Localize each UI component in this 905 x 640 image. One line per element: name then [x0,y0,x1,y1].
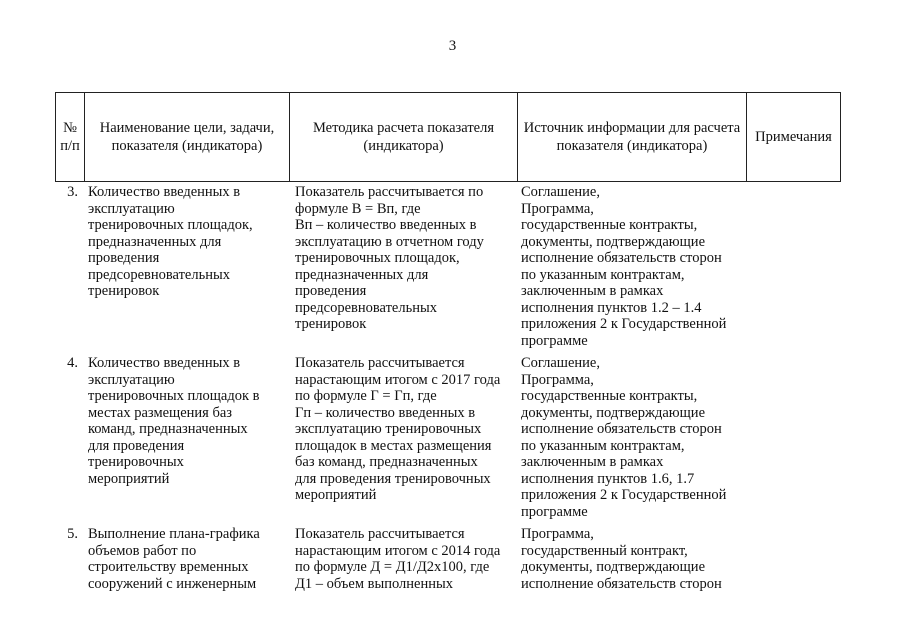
table-row [55,526,840,592]
row-source: Соглашение, Программа, государственные контракты, документы, подтверждающие исполнение обязательств сторон по указанным контрактам, заключенным в рамках исполнения пунктов 1.2 – 1.4 приложения 2 к Государственной программе [521,184,727,349]
table-row [55,184,840,355]
row-source: Соглашение, Программа, государственные контракты, документы, подтверждающие исполнение обязательств сторон по указанным контрактам, заключенным в рамках исполнения пунктов 1.6, 1.7 приложения 2 к Государственной программе [521,355,727,520]
row-num: 3. [67,184,78,200]
row-notes [746,526,840,592]
page-number: 3 [448,38,457,54]
row-method: Показатель рассчитывается нарастающим итогом с 2014 года по формуле Д = Д1/Д2х100, где Д1 – объем выполненных [295,526,501,592]
indicators-table [55,184,840,592]
header-notes: Примечания [747,93,841,182]
row-notes [746,184,840,355]
row-name: Количество введенных в эксплуатацию тренировочных площадок в местах размещения баз команд, предназначенных для проведения тренировочных мероприятий [88,355,260,487]
row-num: 4. [67,355,78,371]
table-header [55,92,841,182]
row-name: Выполнение плана-графика объемов работ по строительству временных сооружений с инженерным [88,526,260,592]
row-name: Количество введенных в эксплуатацию тренировочных площадок, предназначенных для проведения предсоревновательных тренировок [88,184,253,299]
header-num: № п/п [56,93,85,182]
row-source: Программа, государственный контракт, документы, подтверждающие исполнение обязательств сторон [521,526,722,592]
header-method: Методика расчета показателя (индикатора) [290,93,518,182]
row-method: Показатель рассчитывается нарастающим итогом с 2017 года по формуле Г = Гп, где Гп – количество введенных в эксплуатацию тренировочных площадок в местах размещения баз команд, предназначенных для проведения тренировочных мероприятий [295,355,501,503]
row-num: 5. [67,526,78,542]
header-source: Источник информации для расчета показателя (индикатора) [518,93,747,182]
row-method: Показатель рассчитывается по формуле В = Вп, где Вп – количество введенных в эксплуатацию в отчетном году тренировочных площадок, предназначенных для проведения предсоревновательных тренировок [295,184,484,332]
table-row [55,355,840,526]
header-name: Наименование цели, задачи, показателя (индикатора) [85,93,290,182]
row-notes [746,355,840,526]
